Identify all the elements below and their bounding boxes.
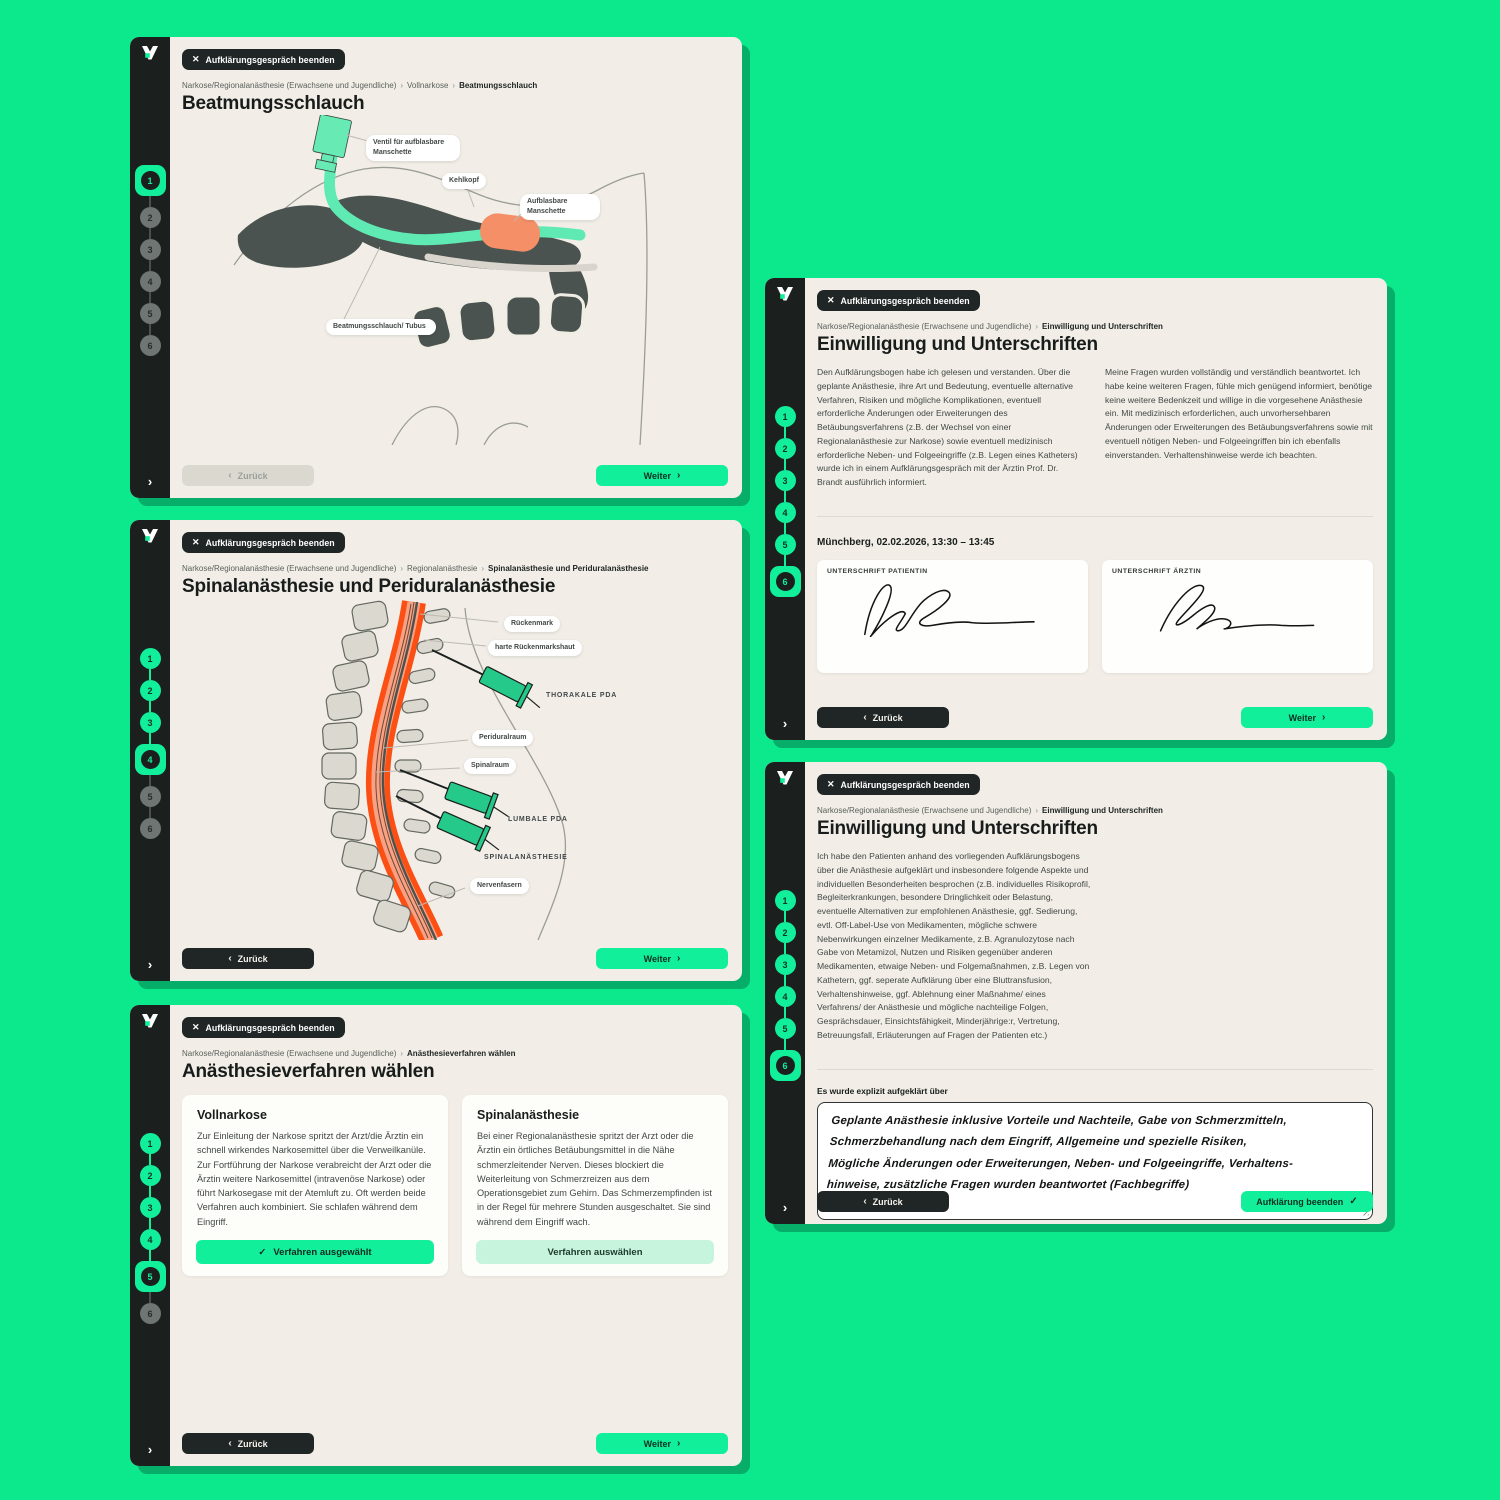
breadcrumb bbox=[182, 1049, 728, 1058]
step-indicator bbox=[765, 406, 805, 597]
main-content bbox=[805, 278, 1387, 740]
close-icon: ✕ bbox=[827, 779, 835, 789]
signature-field-doctor[interactable] bbox=[1102, 560, 1373, 673]
back-button[interactable]: ‹ Zurück bbox=[182, 948, 314, 969]
end-session-button[interactable]: ✕ Aufklärungsgespräch beenden bbox=[817, 290, 980, 311]
chevron-left-icon: ‹ bbox=[228, 1437, 232, 1449]
breadcrumb-separator: › bbox=[400, 1049, 404, 1058]
expand-sidebar-button[interactable] bbox=[148, 1443, 152, 1456]
chevron-right-icon: › bbox=[147, 474, 153, 489]
patient-signature bbox=[853, 575, 1053, 647]
procedure-cards bbox=[182, 1095, 728, 1276]
chevron-right-icon: › bbox=[677, 952, 681, 964]
breadcrumb-separator: › bbox=[400, 81, 404, 90]
diagram-label-larynx: Kehlkopf bbox=[442, 173, 486, 189]
breadcrumb-current: Einwilligung und Unterschriften bbox=[1042, 322, 1163, 331]
sidebar bbox=[765, 278, 805, 740]
step-3[interactable]: 3 bbox=[140, 712, 161, 733]
step-indicator bbox=[130, 1133, 170, 1324]
page-title: Einwilligung und Unterschriften bbox=[817, 334, 1098, 355]
breadcrumb-segment[interactable]: Narkose/Regionalanästhesie (Erwachsene und Jugendliche) bbox=[182, 1049, 397, 1058]
step-2[interactable]: 2 bbox=[775, 922, 796, 943]
wizard-footer bbox=[182, 1433, 728, 1454]
sidebar bbox=[765, 762, 805, 1224]
screen-consent-notes bbox=[765, 762, 1387, 1224]
end-session-button[interactable]: ✕ Aufklärungsgespräch beenden bbox=[817, 774, 980, 795]
breadcrumb-segment[interactable]: Narkose/Regionalanästhesie (Erwachsene und Jugendliche) bbox=[817, 806, 1032, 815]
chevron-right-icon: › bbox=[1322, 711, 1326, 723]
step-4[interactable]: 4 bbox=[135, 744, 166, 775]
step-1[interactable]: 1 bbox=[775, 406, 796, 427]
diagram-label-nerve-fibers: Nervenfasern bbox=[470, 878, 529, 894]
app-logo-icon bbox=[141, 1014, 159, 1034]
back-button[interactable]: ‹ Zurück bbox=[182, 1433, 314, 1454]
diagram-label-spinal-cord: Rückenmark bbox=[504, 616, 560, 632]
main-content bbox=[805, 762, 1387, 1224]
expand-sidebar-button[interactable] bbox=[783, 717, 787, 730]
step-5[interactable]: 5 bbox=[140, 303, 161, 324]
step-1[interactable]: 1 bbox=[135, 165, 166, 196]
procedure-card-vollnarkose bbox=[182, 1095, 448, 1276]
step-2[interactable]: 2 bbox=[775, 438, 796, 459]
breadcrumb-segment[interactable]: Regionalanästhesie bbox=[407, 564, 478, 573]
step-6[interactable]: 6 bbox=[770, 566, 801, 597]
breadcrumb-separator: › bbox=[481, 564, 484, 573]
date-location-line: Münchberg, 02.02.2026, 13:30 – 13:45 bbox=[817, 536, 995, 548]
breadcrumb bbox=[817, 322, 1373, 331]
card-title: Vollnarkose bbox=[197, 1108, 267, 1122]
step-5[interactable]: 5 bbox=[135, 1261, 166, 1292]
check-icon: ✓ bbox=[258, 1246, 267, 1258]
end-session-button[interactable]: ✕ Aufklärungsgespräch beenden bbox=[182, 532, 345, 553]
divider bbox=[817, 516, 1373, 517]
expand-sidebar-button[interactable] bbox=[148, 958, 152, 971]
consent-paragraph-left: Den Aufklärungsbogen habe ich gelesen und verstanden. Über die geplante Anästhesie, ihre Art und Bedeutung, eventuelle alternative Verfahren, Risiken und mögliche Komplikationen, eventuell erforderliche Änderungen oder Erweiterungen des Betäubungsverfahrens (z.B. der Wechsel von einer Regionalanästhesie zur Narkose) sowie eventuell medizinisch erforderliche Neben- und Folgeeingriffe (z.B. Legen eines Katheters) wurde ich in einem Aufklärungsgespräch mit der Ärztin Prof. Dr. Brandt ausführlich informiert. bbox=[817, 367, 1078, 487]
diagram-label-dura: harte Rückenmarkshaut bbox=[488, 640, 582, 656]
step-6[interactable]: 6 bbox=[140, 1303, 161, 1324]
signature-row bbox=[817, 560, 1373, 673]
chevron-right-icon: › bbox=[147, 957, 153, 972]
diagram-label-spinal-space: Spinalraum bbox=[464, 758, 516, 774]
main-content bbox=[170, 520, 742, 981]
page-title: Anästhesieverfahren wählen bbox=[182, 1061, 435, 1082]
step-5[interactable]: 5 bbox=[775, 1018, 796, 1039]
breadcrumb-separator: › bbox=[1035, 322, 1039, 331]
breadcrumb-current: Spinalanästhesie und Periduralanästhesie bbox=[487, 564, 649, 573]
chevron-right-icon: › bbox=[782, 716, 788, 731]
step-4[interactable]: 4 bbox=[775, 986, 796, 1007]
handwriting-label: Es wurde explizit aufgeklärt über bbox=[817, 1085, 948, 1096]
step-5[interactable]: 5 bbox=[775, 534, 796, 555]
breadcrumb-segment[interactable]: Vollnarkose bbox=[407, 81, 449, 90]
close-icon: ✕ bbox=[827, 295, 835, 305]
consent-text-columns bbox=[817, 366, 1373, 490]
end-session-button[interactable]: ✕ Aufklärungsgespräch beenden bbox=[182, 49, 345, 70]
breadcrumb-separator: › bbox=[1035, 806, 1039, 815]
step-2[interactable]: 2 bbox=[140, 207, 161, 228]
wizard-footer bbox=[817, 1191, 1373, 1212]
wizard-footer bbox=[817, 707, 1373, 728]
screen-breathing-tube bbox=[130, 37, 742, 498]
wizard-footer bbox=[182, 465, 728, 486]
step-4[interactable]: 4 bbox=[140, 271, 161, 292]
breadcrumb bbox=[182, 81, 728, 90]
divider bbox=[817, 1069, 1373, 1070]
breadcrumb bbox=[182, 564, 728, 573]
back-button[interactable]: ‹ Zurück bbox=[817, 707, 949, 728]
step-indicator bbox=[130, 165, 170, 356]
app-logo-icon bbox=[776, 771, 794, 791]
sidebar bbox=[130, 37, 170, 498]
screen-spinal-anesthesia bbox=[130, 520, 742, 981]
diagram-label-lumbar-pda: LUMBALE PDA bbox=[508, 816, 568, 823]
signature-field-patient[interactable] bbox=[817, 560, 1088, 673]
expand-sidebar-button[interactable] bbox=[783, 1201, 787, 1214]
breadcrumb-current: Anästhesieverfahren wählen bbox=[407, 1049, 516, 1058]
chevron-left-icon: ‹ bbox=[228, 469, 232, 481]
procedure-card-spinalanaesthesie bbox=[462, 1095, 728, 1276]
step-3[interactable]: 3 bbox=[775, 470, 796, 491]
page-title: Beatmungsschlauch bbox=[182, 93, 365, 114]
step-3[interactable]: 3 bbox=[775, 954, 796, 975]
wizard-footer bbox=[182, 948, 728, 969]
card-body: Zur Einleitung der Narkose spritzt der Arzt/die Ärztin ein schnell wirkendes Narkosemittel über die Verweilkanüle. Zur Fortführung der Narkose verabreicht der Arzt oder die Ärztin weitere Narkosemittel (intravenöse Narkose) oder führt Narkosegase mit der Atemluft zu. Oft werden beide Verfahren auch kombiniert. Sie schlafen während dem Eingriff. bbox=[197, 1131, 432, 1227]
diagram-label-tube: Beatmungsschlauch/ Tubus bbox=[326, 319, 436, 335]
doctor-confirmation-text: Ich habe den Patienten anhand des vorliegenden Aufklärungsbogens über die Anästhesie aufgeklärt und insbesondere folgende Aspekte und individuellen Besonderheiten besprochen (z.B. individuelles Risikoprofil, Begleiterkrankungen, besondere Dringlichkeit oder Belastung, eventuelle Alternativen zur empfohlenen Anästhesie, ggf. Sedierung, evtl. Off-Label-Use von Medikamenten, mögliche schwere Nebenwirkungen einzelner Medikamente, z.B. Agranulozytose nach Gabe von Metamizol, Nutzen und Risiken gegenüber anderen Medikamenten, etwaige Neben- und Folgemaßnahmen, z.B. Legen von Kathetern, ggf. seperate Aufklärung über eine Bluttransfusion, Verhaltenshinweise, ggf. Ablehnung einer Maßnahme/ eines Verfahrens/ der Anästhesie und mögliche nachteilige Folgen, Gesprächsdauer, Einsichtsfähigkeit, Minderjährige:r, Vertretung, Betreuungsfall, Erläuterungen auf Fragen der Patienten etc.) bbox=[817, 851, 1091, 1040]
next-button[interactable]: Weiter › bbox=[596, 1433, 728, 1454]
diagram-label-cuff: Aufblasbare Manschette bbox=[520, 194, 600, 220]
handwritten-notes: Geplante Anästhesie inklusive Vorteile und Nachteile, Gabe von Schmerzmitteln, Schmerzbehandlung nach dem Eingriff, Allgemeine und spezielle Risiken, Mögliche Änderungen oder Erweiterungen, Neben- und Folgeeingriffe, Verhaltens- hinweise, zusätzliche Fragen wurden beantwortet (Fachbegriffe) bbox=[826, 1114, 1294, 1191]
step-6[interactable]: 6 bbox=[140, 335, 161, 356]
chevron-right-icon: › bbox=[782, 1200, 788, 1215]
breadcrumb-separator: › bbox=[400, 564, 404, 573]
step-1[interactable]: 1 bbox=[140, 1133, 161, 1154]
next-button[interactable]: Weiter › bbox=[596, 948, 728, 969]
signature-label: UNTERSCHRIFT PATIENTIN bbox=[827, 567, 928, 575]
procedure-select-button[interactable]: Verfahren auswählen bbox=[476, 1240, 714, 1264]
step-indicator bbox=[765, 890, 805, 1081]
step-2[interactable]: 2 bbox=[140, 1165, 161, 1186]
page-title: Spinalanästhesie und Periduralanästhesie bbox=[182, 576, 556, 597]
app-logo-icon bbox=[776, 287, 794, 307]
diagram-label-thoracic-pda: THORAKALE PDA bbox=[546, 692, 618, 699]
step-4[interactable]: 4 bbox=[140, 1229, 161, 1250]
diagram-label-valve: Ventil für aufblasbare Manschette bbox=[366, 135, 460, 161]
step-indicator bbox=[130, 648, 170, 839]
step-1[interactable]: 1 bbox=[775, 890, 796, 911]
back-button[interactable]: ‹ Zurück bbox=[182, 465, 314, 486]
page-title: Einwilligung und Unterschriften bbox=[817, 818, 1098, 839]
next-button[interactable]: Weiter › bbox=[1241, 707, 1373, 728]
diagram-label-epidural-space: Periduralraum bbox=[472, 730, 533, 746]
step-3[interactable]: 3 bbox=[140, 1197, 161, 1218]
airway-intubation-diagram bbox=[232, 115, 682, 445]
back-button[interactable]: ‹ Zurück bbox=[817, 1191, 949, 1212]
diagram-label-spinal-anesthesia: SPINALANÄSTHESIE bbox=[484, 854, 568, 861]
close-icon: ✕ bbox=[192, 1022, 200, 1032]
check-icon: ✓ bbox=[1349, 1195, 1358, 1207]
chevron-left-icon: ‹ bbox=[863, 711, 867, 723]
step-5[interactable]: 5 bbox=[140, 786, 161, 807]
finish-button[interactable]: Aufklärung beenden ✓ bbox=[1241, 1191, 1373, 1212]
step-1[interactable]: 1 bbox=[140, 648, 161, 669]
signature-label: UNTERSCHRIFT ÄRZTIN bbox=[1112, 567, 1202, 575]
main-content bbox=[170, 37, 742, 498]
procedure-selected-button[interactable]: ✓ Verfahren ausgewählt bbox=[196, 1240, 434, 1264]
breadcrumb bbox=[817, 806, 1373, 815]
breadcrumb-separator: › bbox=[452, 81, 456, 90]
screen-choose-procedure bbox=[130, 1005, 742, 1466]
step-3[interactable]: 3 bbox=[140, 239, 161, 260]
chevron-right-icon: › bbox=[147, 1442, 153, 1457]
main-content bbox=[170, 1005, 742, 1466]
screen-consent-signatures bbox=[765, 278, 1387, 740]
step-6[interactable]: 6 bbox=[770, 1050, 801, 1081]
consent-paragraph-right: Meine Fragen wurden vollständig und verständlich beantwortet. Ich habe keine weiteren Fragen, fühle mich genügend informiert, benötige keine weitere Bedenkzeit und willige in die vorgesehene Anästhesie ein. Mit medizinisch erforderlichen, auch unvorhersehbaren Änderungen oder Erweiterungen des Betäubungsverfahrens sowie mit eventuell nötigen Neben- und Folgeeingriffen bin ich ebenfalls einverstanden. Verhaltenshinweise werde ich beachten. bbox=[1105, 367, 1373, 460]
app-logo-icon bbox=[141, 529, 159, 549]
breadcrumb-segment[interactable]: Narkose/Regionalanästhesie (Erwachsene und Jugendliche) bbox=[182, 81, 397, 90]
card-title: Spinalanästhesie bbox=[477, 1108, 580, 1122]
app-logo-icon bbox=[141, 46, 159, 66]
step-6[interactable]: 6 bbox=[140, 818, 161, 839]
chevron-right-icon: › bbox=[677, 1437, 681, 1449]
chevron-left-icon: ‹ bbox=[228, 952, 232, 964]
doctor-signature bbox=[1138, 575, 1338, 647]
close-icon: ✕ bbox=[192, 54, 200, 64]
expand-sidebar-button[interactable] bbox=[148, 475, 152, 488]
sidebar bbox=[130, 520, 170, 981]
close-icon: ✕ bbox=[192, 537, 200, 547]
breadcrumb-segment[interactable]: Narkose/Regionalanästhesie (Erwachsene und Jugendliche) bbox=[817, 322, 1032, 331]
breadcrumb-current: Beatmungsschlauch bbox=[459, 81, 538, 90]
card-body: Bei einer Regionalanästhesie spritzt der Arzt oder die Ärztin ein örtliches Betäubungsmittel in die Nähe schmerzleitender Nerven. Dieses blockiert die Weiterleitung von Schmerzreizen aus dem Operationsgebiet zum Gehirn. Das Schmerzempfinden ist in der Regel für mehrere Stunden ausgeschaltet. Sie sind während dem Eingriff wach. bbox=[477, 1131, 712, 1227]
step-4[interactable]: 4 bbox=[775, 502, 796, 523]
breadcrumb-current: Einwilligung und Unterschriften bbox=[1042, 806, 1163, 815]
sidebar bbox=[130, 1005, 170, 1466]
chevron-left-icon: ‹ bbox=[863, 1195, 867, 1207]
end-session-button[interactable]: ✕ Aufklärungsgespräch beenden bbox=[182, 1017, 345, 1038]
step-2[interactable]: 2 bbox=[140, 680, 161, 701]
next-button[interactable]: Weiter › bbox=[596, 465, 728, 486]
chevron-right-icon: › bbox=[677, 469, 681, 481]
breadcrumb-segment[interactable]: Narkose/Regionalanästhesie (Erwachsene und Jugendliche) bbox=[182, 564, 397, 573]
